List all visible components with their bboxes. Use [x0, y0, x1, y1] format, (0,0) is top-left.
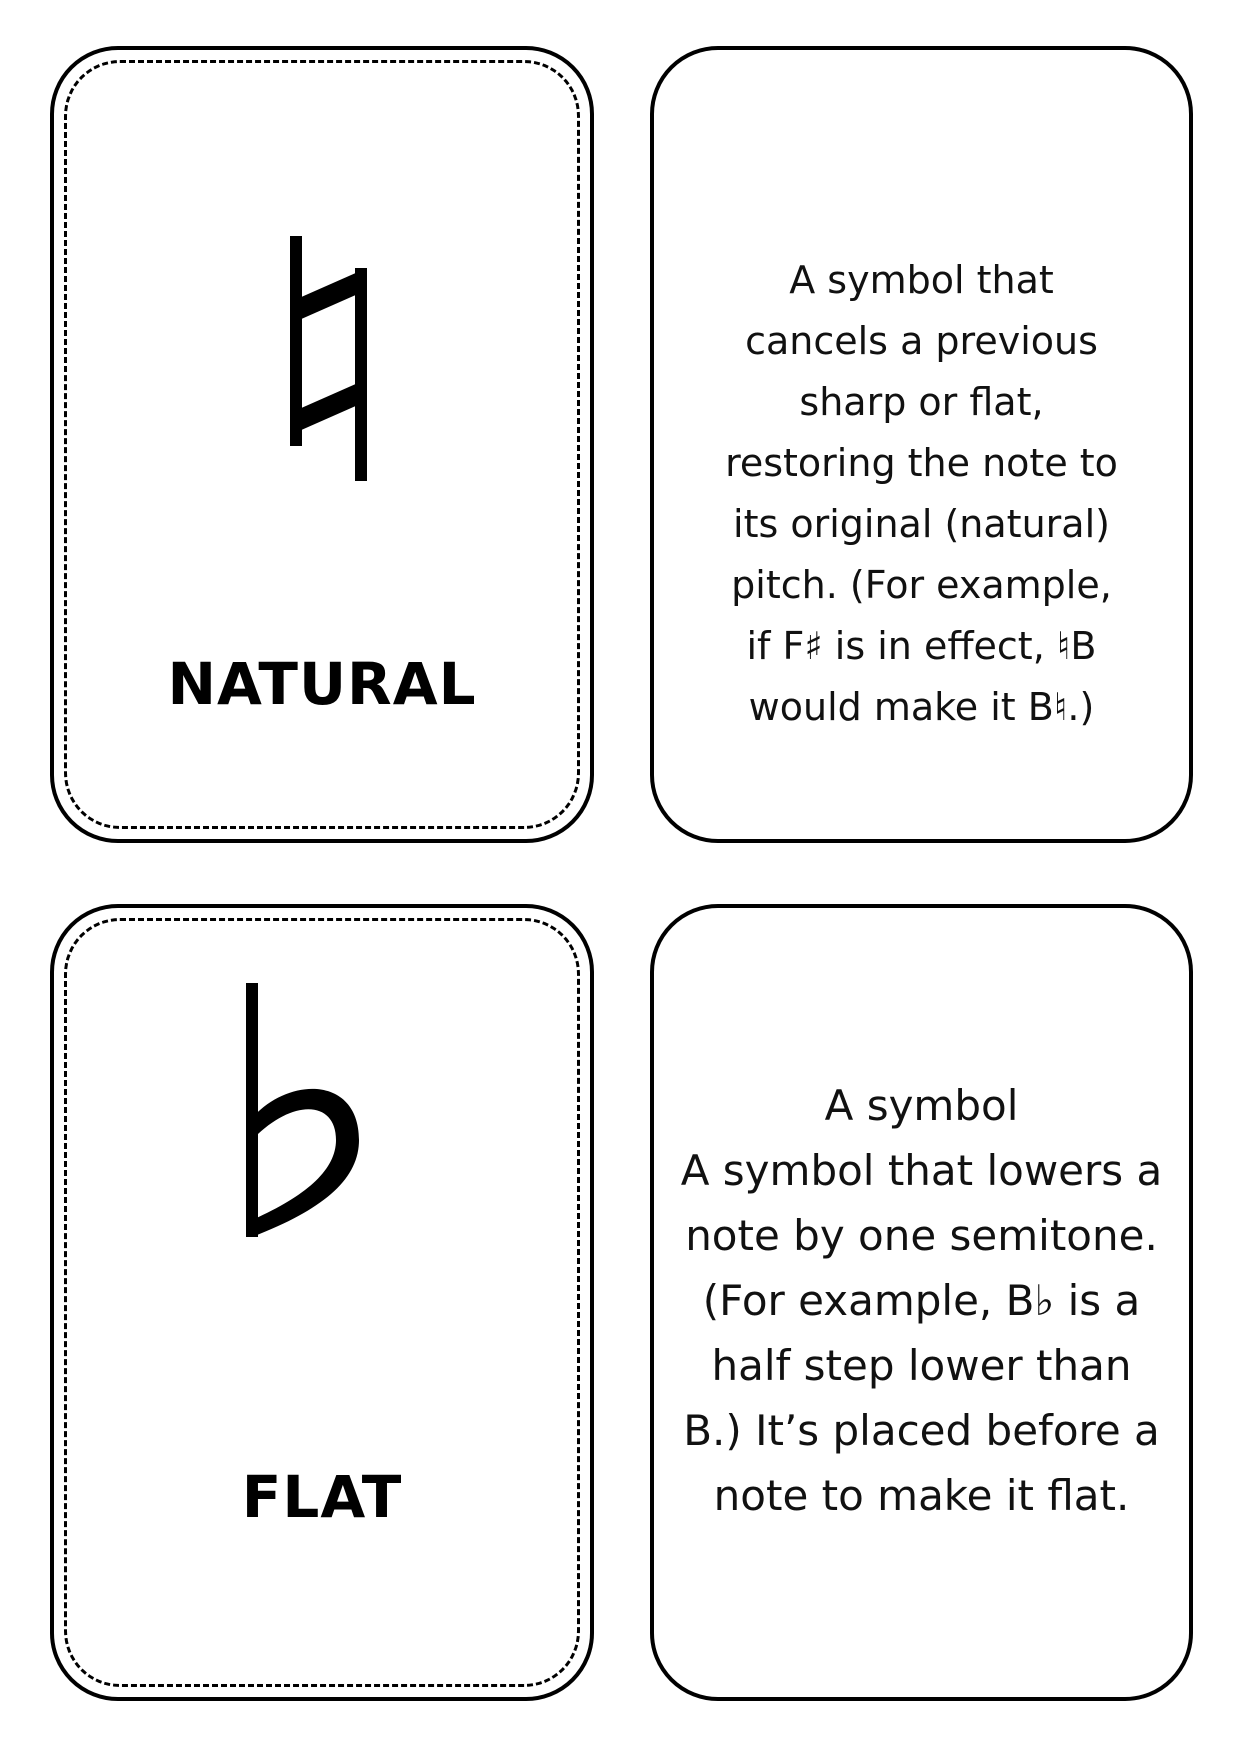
definition-line: restoring the note to [725, 441, 1118, 485]
definition-line: pitch. (For example, [731, 563, 1112, 607]
term-label: FLAT [241, 1463, 403, 1531]
definition-line: A symbol that lowers a [680, 1146, 1163, 1195]
definition-line: if F♯ is in effect, ♮B [746, 624, 1097, 668]
definition-line: A symbol that [789, 258, 1054, 302]
flashcard-back-flat [650, 904, 1193, 1701]
natural-sign-icon [54, 50, 590, 550]
definition-line: (For example, B♭ is a [702, 1276, 1141, 1325]
definition-line: A symbol [824, 1081, 1019, 1130]
flashcard-front-flat [50, 904, 594, 1701]
flashcard-front-natural [50, 46, 594, 843]
definition-line: note by one semitone. [685, 1211, 1158, 1260]
flashcard-back-natural [650, 46, 1193, 843]
flat-sign-icon [54, 908, 590, 1308]
definition-text [674, 250, 1169, 738]
definition-line: its original (natural) [733, 502, 1110, 546]
definition-line: cancels a previous [745, 319, 1098, 363]
definition-line: sharp or flat, [799, 380, 1044, 424]
definition-text [674, 1073, 1169, 1528]
term-label: NATURAL [167, 650, 477, 718]
definition-line: B.) It’s placed before a [683, 1406, 1160, 1455]
definition-line: note to make it flat. [713, 1471, 1130, 1520]
definition-line: half step lower than [711, 1341, 1132, 1390]
definition-line: would make it B♮.) [748, 685, 1095, 729]
